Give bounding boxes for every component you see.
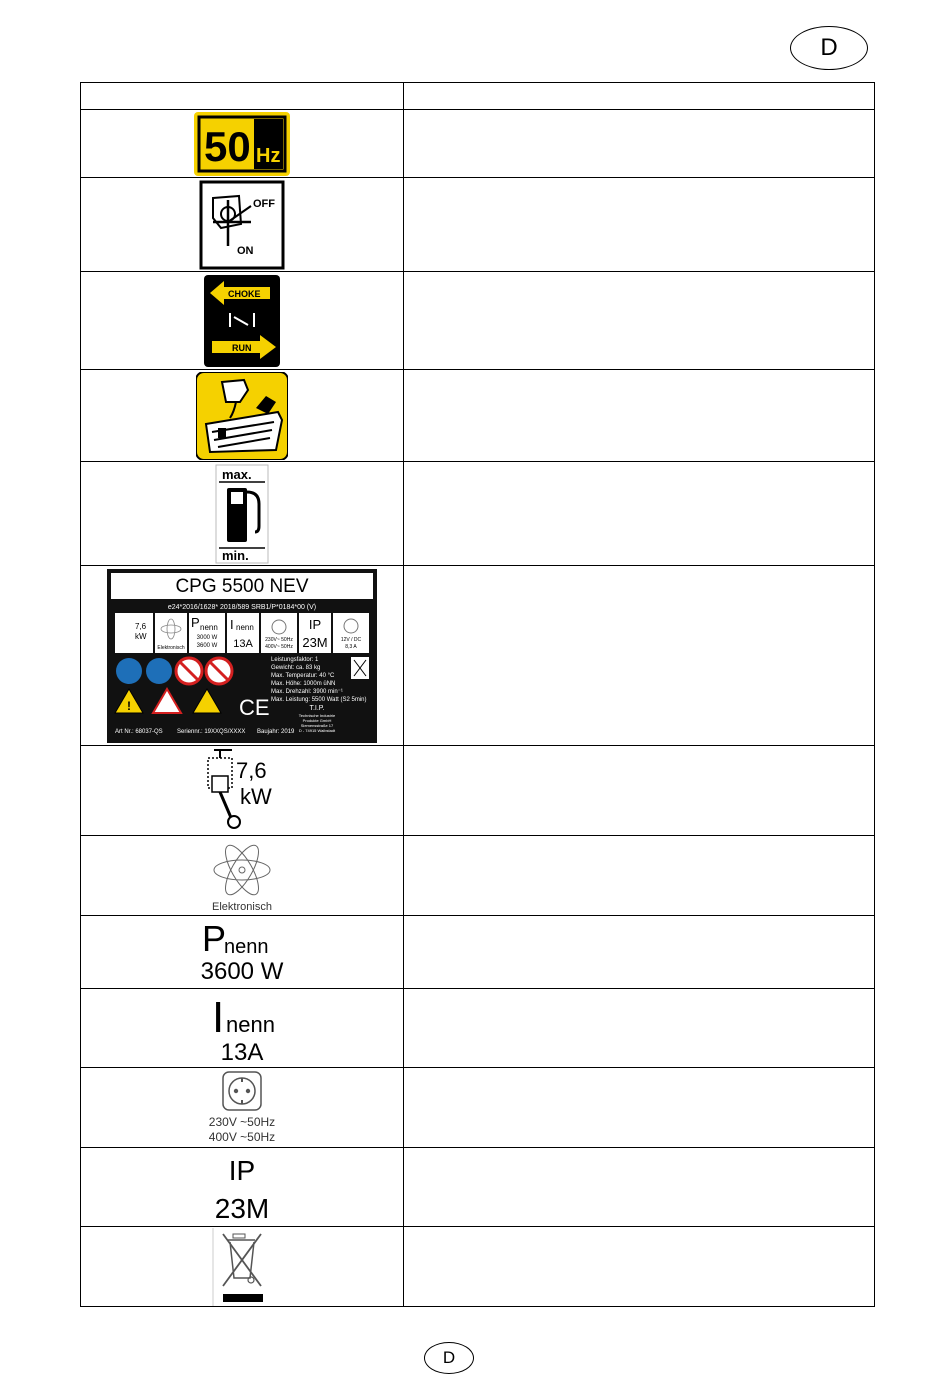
plate-approval: e24*2016/1628* 2018/589 SRB1/P*0184*00 (V) <box>167 603 317 611</box>
symbol-cell <box>81 916 404 989</box>
atom-icon <box>202 838 282 914</box>
plate-maker-line: Produkte GmbH <box>302 717 332 723</box>
description-cell <box>404 370 875 462</box>
plate-spec-line: Gewicht: ca. 83 kg <box>271 664 321 671</box>
table-row <box>81 272 875 370</box>
50hz-label-icon <box>194 112 290 176</box>
fuel-gauge-icon <box>215 464 269 564</box>
plate-pnenn-p: P <box>191 614 200 630</box>
description-cell <box>404 989 875 1068</box>
table-row <box>81 1148 875 1227</box>
table-header-row <box>81 83 875 110</box>
plate-pnenn-sub: nenn <box>200 622 218 632</box>
pnenn-sub: nenn <box>224 936 269 958</box>
table-row <box>81 178 875 272</box>
plate-ip-val: 23M <box>302 634 328 650</box>
rated-current-icon <box>202 992 282 1064</box>
header-symbol-cell <box>81 83 404 110</box>
plate-spec-line: Max. Temperatur: 40 °C <box>271 672 335 679</box>
plate-serial: Seriennr.: 19XXQS/XXXX <box>177 728 246 735</box>
inenn-letter: I <box>212 993 225 1042</box>
symbol-cell <box>81 1148 404 1227</box>
description-cell <box>404 110 875 178</box>
table-row <box>81 836 875 916</box>
plate-inenn-val: 13A <box>233 637 253 650</box>
description-cell <box>404 746 875 836</box>
table-row <box>81 916 875 989</box>
description-cell <box>404 1068 875 1148</box>
plate-spec-line: Max. Leistung: 5500 Watt (S2 5min) <box>271 696 367 703</box>
description-cell <box>404 566 875 746</box>
table-row <box>81 1068 875 1148</box>
symbol-cell <box>81 110 404 178</box>
symbol-cell <box>81 836 404 916</box>
elektronisch-label: Elektronisch <box>212 900 272 913</box>
description-cell <box>404 1227 875 1307</box>
plate-pnenn-w2: 3600 W <box>196 642 218 649</box>
plate-spec-line: Leistungsfaktor: 1 <box>271 656 319 663</box>
inenn-sub: nenn <box>226 1012 275 1037</box>
description-cell <box>404 916 875 989</box>
plate-maker-name: T.I.P. <box>309 704 325 712</box>
plate-elektronisch: Elektronisch <box>157 644 185 651</box>
symbol-cell <box>81 1068 404 1148</box>
language-badge-top: D <box>790 26 868 70</box>
rating-plate-icon <box>107 569 377 743</box>
table-row <box>81 370 875 462</box>
table-row <box>81 110 875 178</box>
plate-dc-label: 12V / DC <box>340 636 362 643</box>
plate-spec-line: Max. Drehzahl: 3900 min⁻¹ <box>271 688 343 695</box>
symbol-table <box>80 82 875 1307</box>
table-row <box>81 462 875 566</box>
table-row <box>81 1227 875 1307</box>
ip-value: 23M <box>214 1193 270 1224</box>
plate-maker-line: D - 74915 Waibstadt <box>298 727 336 733</box>
max-label: max. <box>222 466 252 482</box>
header-meaning-cell <box>404 83 875 110</box>
plate-maker-line: Siemensstraße 17 <box>300 722 334 728</box>
pnenn-value: 3600 W <box>200 958 284 985</box>
table-row <box>81 566 875 746</box>
description-cell <box>404 272 875 370</box>
description-cell <box>404 1148 875 1227</box>
choke-label: CHOKE <box>228 288 261 299</box>
engine-power-unit: kW <box>240 783 272 809</box>
inenn-value: 13A <box>220 1039 264 1064</box>
socket-icon <box>197 1070 287 1146</box>
socket-line-230: 230V ~50Hz <box>208 1114 276 1129</box>
description-cell <box>404 178 875 272</box>
pnenn-letter: P <box>202 919 227 959</box>
choke-lever-icon <box>204 275 280 367</box>
symbol-cell <box>81 178 404 272</box>
oil-fill-warning-icon <box>196 372 288 460</box>
run-label: RUN <box>232 342 252 353</box>
ip-rating-icon <box>207 1150 277 1224</box>
svg-text:!: ! <box>127 698 131 713</box>
symbol-cell <box>81 272 404 370</box>
table-row <box>81 746 875 836</box>
plate-pnenn-w1: 3000 W <box>196 634 218 641</box>
rated-power-icon <box>192 919 292 985</box>
plate-inenn-sub: nenn <box>236 622 254 632</box>
plate-ip-label: IP <box>308 616 322 632</box>
plate-spec-line: Max. Höhe: 1000m üNN <box>271 680 336 687</box>
plate-ce-mark: CE <box>239 694 270 720</box>
symbol-cell <box>81 566 404 746</box>
symbol-cell <box>81 370 404 462</box>
off-label: OFF <box>253 197 275 210</box>
plate-baujahr: Baujahr: 2019 <box>257 728 295 735</box>
plate-socket-400: 400V~ 50Hz <box>265 643 293 650</box>
symbol-cell <box>81 462 404 566</box>
description-cell <box>404 462 875 566</box>
plate-dc-amp: 8,3 A <box>345 643 357 650</box>
plate-model: CPG 5500 NEV <box>175 575 309 597</box>
plate-socket-230: 230V~ 50Hz <box>265 636 293 643</box>
table-row <box>81 989 875 1068</box>
symbol-cell <box>81 989 404 1068</box>
plate-engine-unit: kW <box>135 631 147 641</box>
language-badge-bottom: D <box>424 1342 474 1374</box>
socket-line-400: 400V ~50Hz <box>208 1129 276 1144</box>
engine-power-value: 7,6 <box>236 757 267 783</box>
plate-art-nr: Art Nr.: 68037-QS <box>115 728 163 735</box>
symbol-cell <box>81 746 404 836</box>
min-label: min. <box>222 547 249 563</box>
plate-inenn-i: I <box>230 616 234 632</box>
on-label: ON <box>237 244 254 257</box>
ip-label: IP <box>228 1155 256 1186</box>
description-cell <box>404 836 875 916</box>
hz-unit: Hz <box>256 144 281 167</box>
plate-engine-power: 7,6 <box>135 621 147 631</box>
fuel-valve-icon <box>199 180 285 270</box>
weee-bin-icon <box>211 1228 273 1306</box>
engine-power-icon <box>202 748 282 834</box>
plate-maker-line: Technische Industrie <box>298 712 336 718</box>
hz-value: 50 <box>204 122 251 170</box>
symbol-cell <box>81 1227 404 1307</box>
